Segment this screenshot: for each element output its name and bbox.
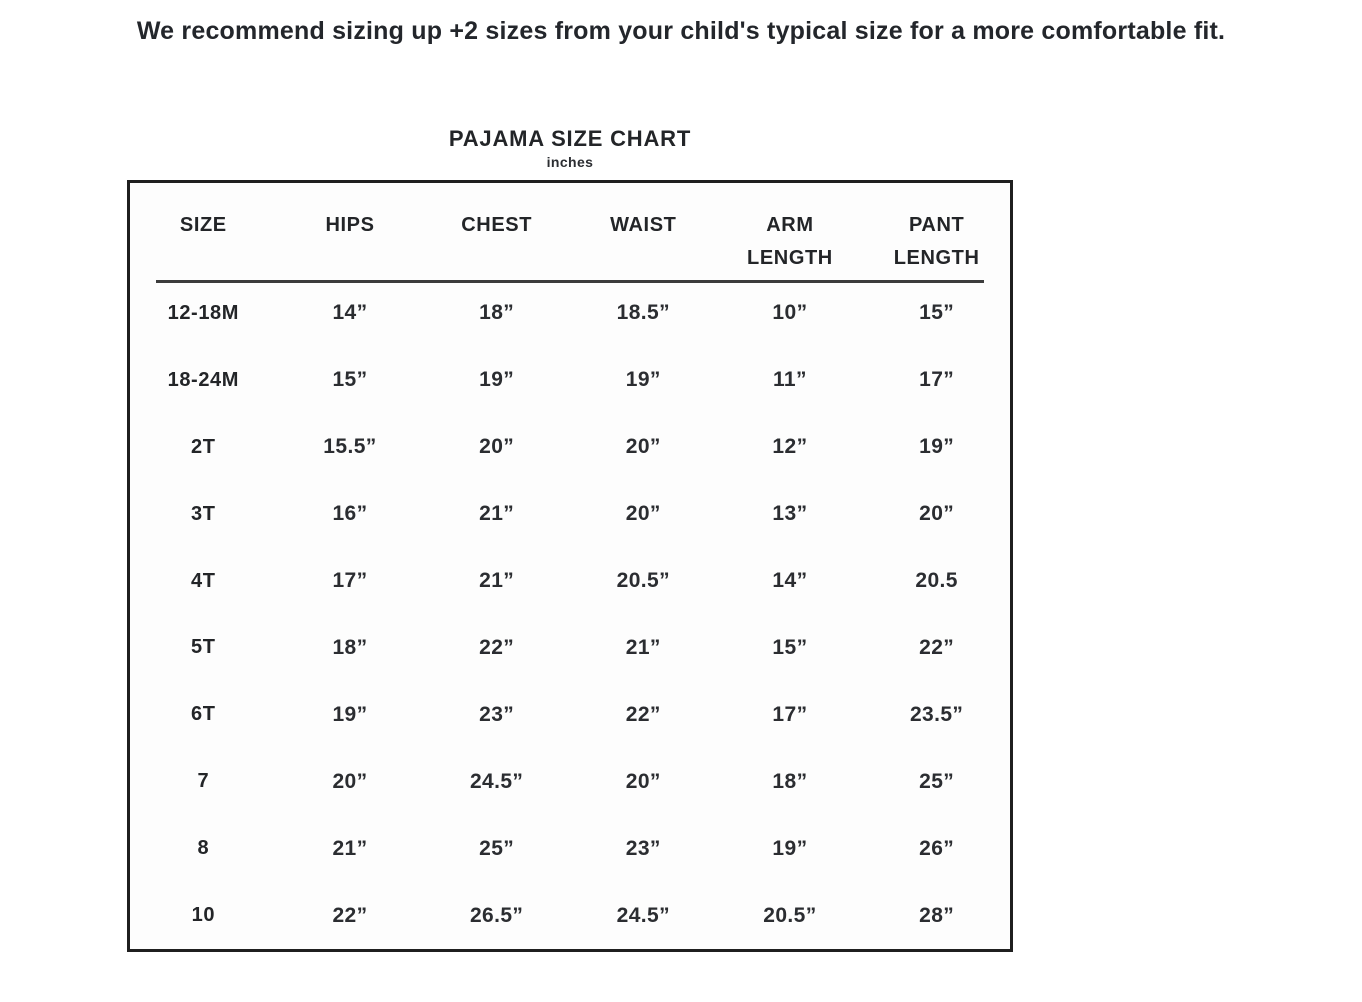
measurement-cell: 24.5” — [616, 903, 670, 927]
measurement-cell: 15.5” — [323, 435, 377, 459]
measurement-cell: 26.5” — [469, 903, 524, 927]
size-cell: 7 — [197, 770, 210, 793]
measurement-cell: 19” — [625, 368, 661, 392]
size-cell: 5T — [191, 636, 216, 659]
table-row — [130, 481, 1010, 548]
column-header — [863, 183, 1010, 280]
column-header-label: SIZE — [179, 214, 227, 236]
column-header-label: HIPS — [325, 214, 375, 236]
measurement-cell: 15” — [332, 368, 368, 392]
size-chart-table-frame — [127, 180, 1013, 952]
measurement-cell: 15” — [772, 635, 808, 659]
size-cell: 12-18M — [167, 301, 240, 324]
column-header-label: ARM LENGTH — [747, 214, 833, 269]
size-cell: 10 — [191, 904, 216, 926]
measurement-cell: 22” — [479, 635, 515, 659]
table-row — [130, 815, 1010, 882]
measurement-cell: 21” — [625, 635, 661, 659]
size-chart-table — [130, 183, 1010, 949]
table-row — [130, 548, 1010, 615]
measurement-cell: 19” — [919, 435, 955, 459]
measurement-cell: 24.5” — [469, 769, 524, 793]
size-chart-section — [127, 126, 1013, 952]
measurement-cell: 20.5” — [616, 569, 670, 592]
column-header-label: CHEST — [461, 214, 533, 236]
measurement-cell: 15” — [919, 301, 955, 325]
measurement-cell: 20” — [479, 435, 515, 459]
measurement-cell: 19” — [332, 702, 368, 726]
measurement-cell: 23.5” — [909, 702, 964, 726]
measurement-cell: 19” — [479, 368, 515, 392]
measurement-cell: 22” — [625, 702, 661, 726]
table-row — [130, 414, 1010, 481]
measurement-cell: 20” — [625, 502, 661, 526]
measurement-cell: 26” — [919, 836, 955, 860]
table-row — [130, 347, 1010, 414]
size-chart-header — [130, 183, 1010, 280]
size-cell: 18-24M — [167, 368, 240, 391]
recommendation-text: We recommend sizing up +2 sizes from your child's typical size for a more comfortable fit. — [136, 17, 1226, 45]
measurement-cell: 20.5 — [915, 569, 958, 592]
column-header — [277, 183, 424, 280]
column-header — [570, 183, 717, 280]
column-header-label: PANT LENGTH — [893, 214, 980, 269]
size-cell: 8 — [197, 837, 210, 860]
size-cell: 3T — [191, 502, 216, 525]
measurement-cell: 17” — [332, 569, 368, 592]
measurement-cell: 21” — [332, 836, 368, 860]
table-row — [130, 748, 1010, 815]
chart-unit-label: inches — [546, 154, 594, 170]
measurement-cell: 18.5” — [616, 301, 670, 325]
measurement-cell: 16” — [332, 502, 368, 526]
size-chart-body — [130, 280, 1010, 949]
measurement-cell: 19” — [772, 836, 808, 860]
measurement-cell: 18” — [772, 769, 808, 793]
measurement-cell: 22” — [919, 635, 955, 659]
column-header — [717, 183, 864, 280]
header-separator-line — [156, 280, 984, 283]
column-header — [130, 183, 277, 280]
measurement-cell: 17” — [919, 368, 955, 392]
measurement-cell: 11” — [773, 368, 807, 392]
chart-title-block — [127, 126, 1013, 170]
measurement-cell: 25” — [919, 769, 955, 793]
measurement-cell: 17” — [772, 702, 808, 726]
measurement-cell: 20” — [625, 769, 661, 793]
column-header-label: WAIST — [610, 214, 677, 236]
measurement-cell: 12” — [772, 435, 808, 459]
table-row — [130, 681, 1010, 748]
measurement-cell: 22” — [332, 903, 368, 927]
table-row — [130, 614, 1010, 681]
measurement-cell: 23” — [625, 836, 661, 860]
size-cell: 6T — [191, 703, 216, 726]
size-cell: 4T — [191, 569, 216, 592]
measurement-cell: 14” — [332, 301, 368, 325]
measurement-cell: 14” — [772, 569, 808, 592]
chart-title: PAJAMA SIZE CHART — [448, 126, 692, 151]
measurement-cell: 18” — [479, 301, 515, 325]
column-header — [423, 183, 570, 280]
size-cell: 2T — [191, 435, 216, 458]
table-row — [130, 280, 1010, 347]
measurement-cell: 20” — [332, 769, 368, 793]
measurement-cell: 20” — [919, 502, 955, 526]
measurement-cell: 25” — [479, 836, 515, 860]
measurement-cell: 20.5” — [763, 903, 817, 927]
table-row — [130, 882, 1010, 949]
measurement-cell: 28” — [919, 903, 955, 927]
measurement-cell: 20” — [625, 435, 661, 459]
measurement-cell: 21” — [479, 502, 515, 526]
measurement-cell: 23” — [479, 702, 515, 726]
measurement-cell: 10” — [772, 301, 808, 325]
measurement-cell: 18” — [332, 635, 368, 659]
header-row — [130, 183, 1010, 280]
measurement-cell: 13” — [772, 502, 808, 526]
measurement-cell: 21” — [479, 569, 515, 592]
